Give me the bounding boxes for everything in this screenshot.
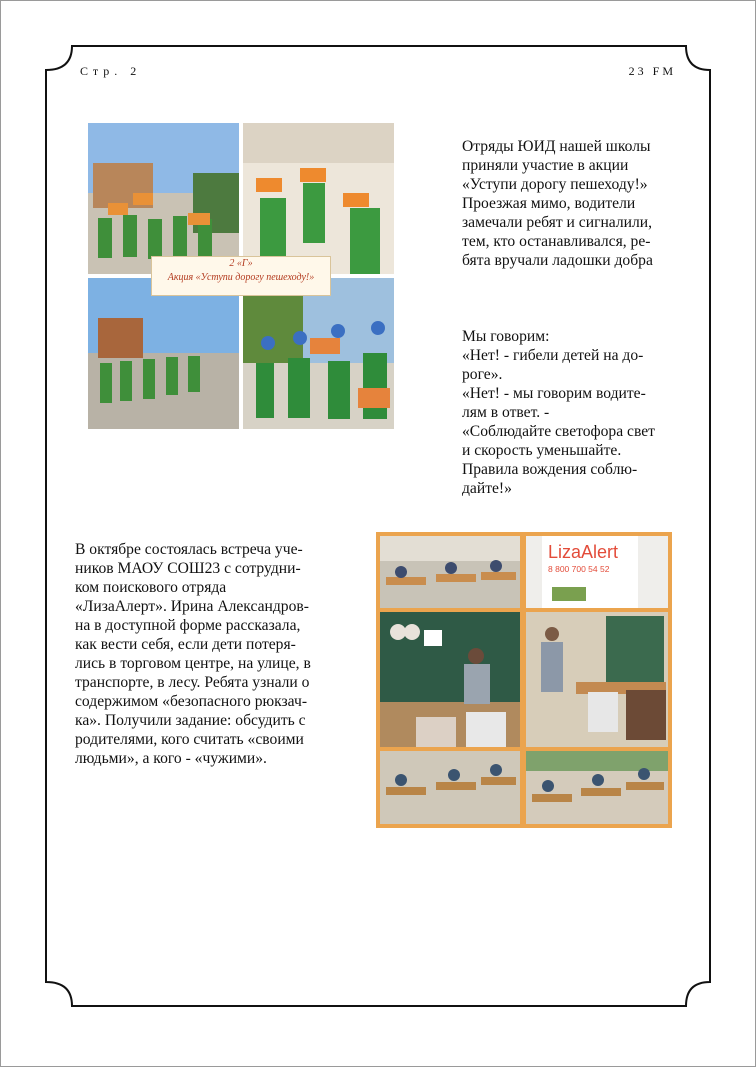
yuid-action-collage [88,123,394,429]
article1-paragraph1: Отряды ЮИД нашей школы приняли участие в акции «Уступи дорогу пешеходу!» Проезжая мимо, водители замечали ребят и сигналили, тем, кто останавливался, ре- бята вручали ладошки добра [462,138,653,269]
article2-text: В октябре состоялась встреча уче- ников МАОУ СОШ23 с сотрудни- ком поискового отряда «ЛизаАлерт». Ирина Александров- на в доступной форме рассказала, как вести себя, если дети потеря- лись в торговом центре, на улице, в транспорте, в лесу. Ребята узнали о содержимом «безопасного рюкзач- ка». Получили задание: обсудить с родителями, кого считать «своими людьми», а кого - «чужими». [75,541,311,767]
collage-caption [151,256,331,296]
page-number: Стр. 2 [80,64,142,78]
issue-label: 23 FM [628,64,676,78]
caption-title: Акция «Уступи дорогу пешеходу!» [167,272,315,283]
lizaalert-phone: 8 800 700 54 52 [548,564,610,574]
caption-class: 2 «Г» [229,258,253,269]
article1-paragraph2: Мы говорим: «Нет! - гибели детей на до- роге». «Нет! - мы говорим водите- лям в ответ. - «Соблюдайте светофора свет и скорость уменьшайте. Правила вождения соблю- дайте!» [462,328,655,497]
lizaalert-meeting-collage [376,532,672,828]
lizaalert-brand: LizaAlert [548,542,619,562]
article1-text [462,118,694,517]
